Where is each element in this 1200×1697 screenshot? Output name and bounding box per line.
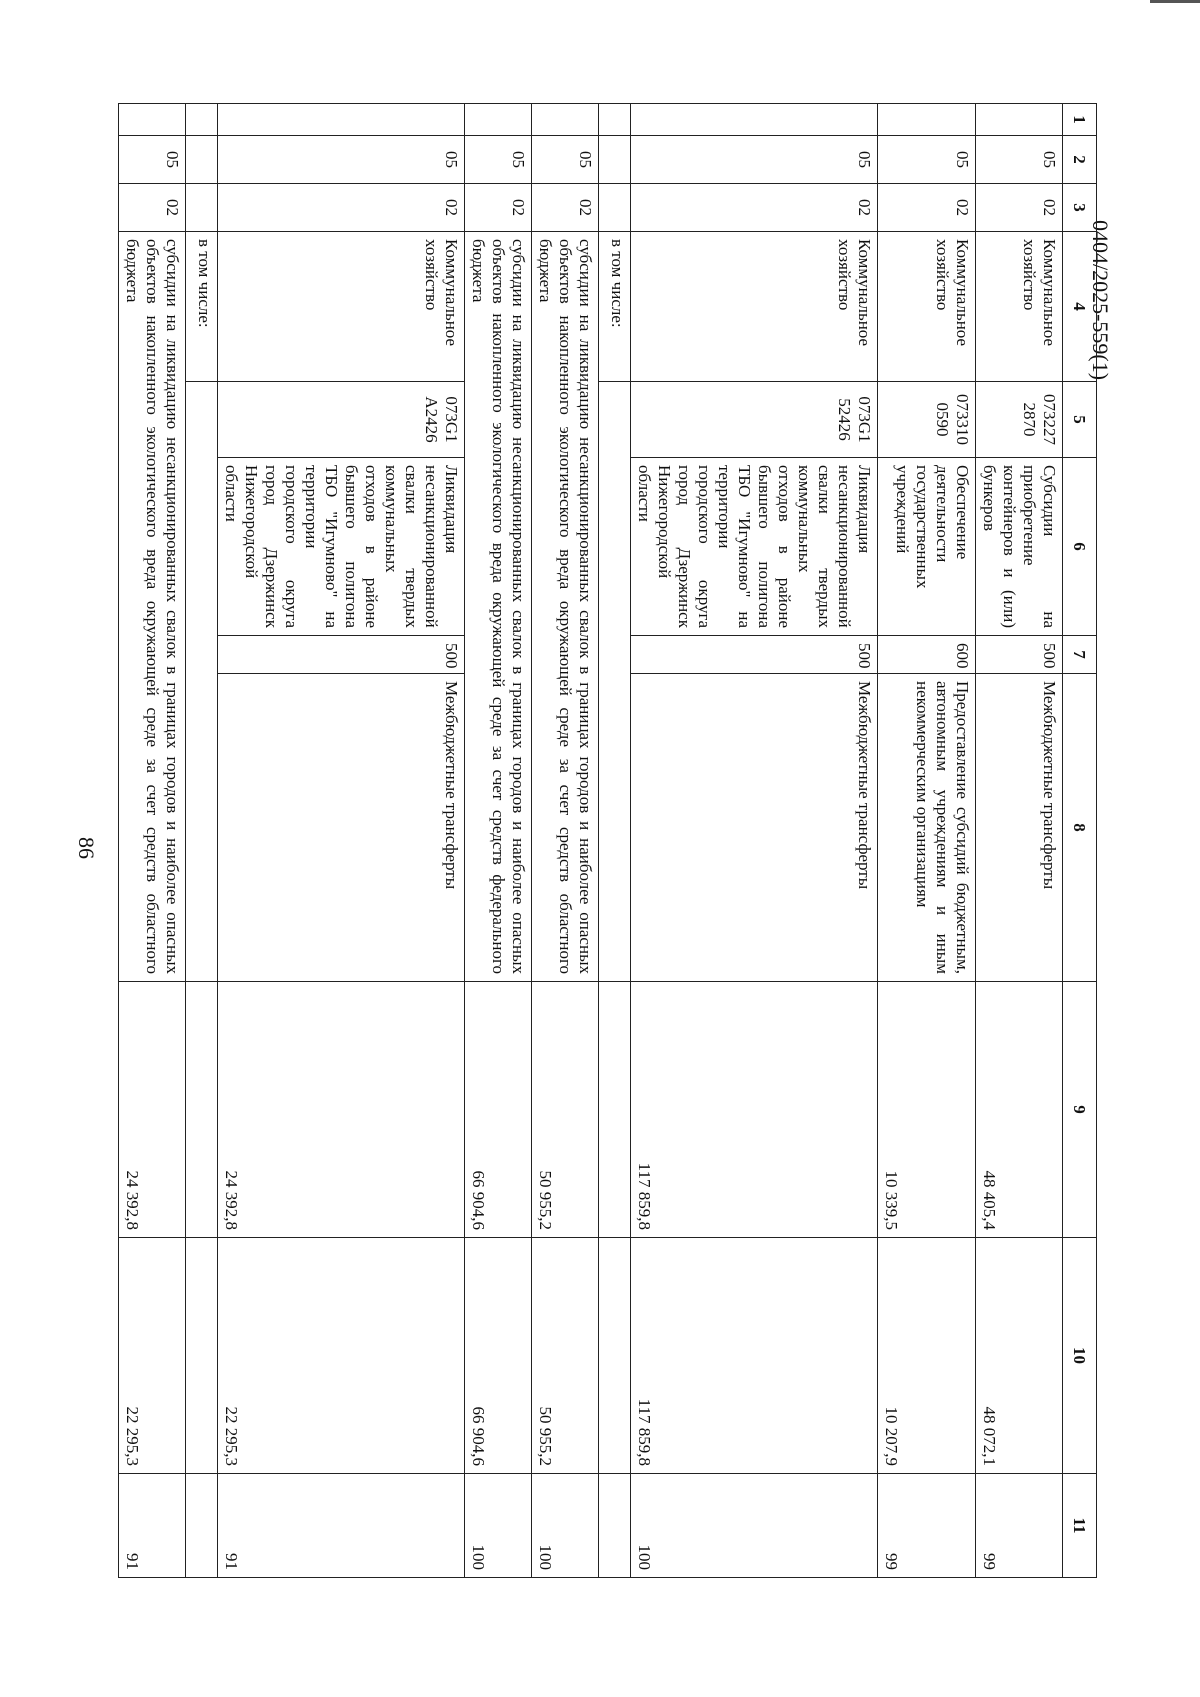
cell-section: 05 (465, 136, 532, 184)
cell-actual: 22 295,3 (119, 1238, 186, 1474)
col-header: 8 (1063, 674, 1097, 982)
cell-target: 073G1 52426 (631, 382, 878, 458)
col-header: 9 (1063, 982, 1097, 1238)
col-header: 2 (1063, 136, 1097, 184)
cell-plan: 48 405,4 (976, 982, 1063, 1238)
cell-actual: 50 955,2 (532, 1238, 599, 1474)
table-row (599, 104, 631, 1578)
cell-plan: 24 392,8 (218, 982, 465, 1238)
table-row (465, 104, 532, 1578)
cell-percent: 91 (119, 1474, 186, 1578)
cell-target-name: Субсидии на приобретение контейнеров и (или) бункеров (976, 458, 1063, 636)
cell-subsection: 02 (119, 184, 186, 232)
cell-section: 05 (532, 136, 599, 184)
col-header: 3 (1063, 184, 1097, 232)
cell-description: субсидии на ликвидацию несанкционированных свалок в границах городов и наиболее опасных объектов накопленного экологического вреда окружающей среде за счет средств областного бюджета (532, 232, 599, 982)
cell-section: 05 (218, 136, 465, 184)
cell-percent: 100 (532, 1474, 599, 1578)
cell-plan: 24 392,8 (119, 982, 186, 1238)
cell-actual: 66 904,6 (465, 1238, 532, 1474)
cell-plan: 117 859,8 (631, 982, 878, 1238)
cell-description: субсидии на ликвидацию несанкционированных свалок в границах городов и наиболее опасных объектов накопленного экологического вреда окружающей среде за счет средств областного бюджета (119, 232, 186, 982)
cell-percent: 100 (465, 1474, 532, 1578)
table-row (976, 104, 1063, 1578)
page-number: 86 (74, 837, 99, 859)
cell-target-name: Обеспечение деятельности государственных учреждений (878, 458, 976, 636)
cell-section: 05 (976, 136, 1063, 184)
table-row (631, 104, 878, 1578)
cell-actual: 48 072,1 (976, 1238, 1063, 1474)
cell-target-name: Ликвидация несанкционированной свалки твердых коммунальных отходов в районе бывшего полигона ТБО "Игумново" на территории городского округа город Дзержинск Нижегородской области (631, 458, 878, 636)
cell-name: Коммунальное хозяйство (631, 232, 878, 382)
cell-plan: 10 339,5 (878, 982, 976, 1238)
cell-expense-name: Межбюджетные трансферты (218, 674, 465, 982)
cell-label: в том числе: (186, 232, 218, 382)
cell-target: 073227 2870 (976, 382, 1063, 458)
cell-percent: 91 (218, 1474, 465, 1578)
cell-description: субсидии на ликвидацию несанкционированных свалок в границах городов и наиболее опасных объектов накопленного экологического вреда окружающей среде за счет средств федерального бюджета (465, 232, 532, 982)
cell-expense-name: Межбюджетные трансферты (976, 674, 1063, 982)
cell-percent: 99 (878, 1474, 976, 1578)
cell-subsection: 02 (631, 184, 878, 232)
col-header: 6 (1063, 458, 1097, 636)
col-header: 10 (1063, 1238, 1097, 1474)
cell-expense-name: Предоставление субсидий бюджетным, автономным учреждениям и иным некоммерческим организациям (878, 674, 976, 982)
cell-percent: 99 (976, 1474, 1063, 1578)
cell-section: 05 (631, 136, 878, 184)
col-header: 11 (1063, 1474, 1097, 1578)
table-row (119, 104, 186, 1578)
cell-section: 05 (119, 136, 186, 184)
table-row (532, 104, 599, 1578)
document-code: 0404/2025-559(1) (1088, 219, 1113, 381)
col-header: 7 (1063, 636, 1097, 674)
table-row (186, 104, 218, 1578)
cell-expense-type: 500 (976, 636, 1063, 674)
cell-name: Коммунальное хозяйство (878, 232, 976, 382)
scan-edge-mark (1150, 0, 1200, 3)
cell-name: Коммунальное хозяйство (976, 232, 1063, 382)
table-row (878, 104, 976, 1578)
cell-target: 073310 0590 (878, 382, 976, 458)
table-row (218, 104, 465, 1578)
cell-name: Коммунальное хозяйство (218, 232, 465, 382)
cell-subsection: 02 (976, 184, 1063, 232)
budget-table-rotated (123, 103, 1097, 1577)
budget-table (118, 103, 1097, 1578)
cell-subsection: 02 (465, 184, 532, 232)
cell-label: в том числе: (599, 232, 631, 382)
header-row (1063, 104, 1097, 1578)
cell-expense-type: 600 (878, 636, 976, 674)
cell-plan: 50 955,2 (532, 982, 599, 1238)
cell-plan: 66 904,6 (465, 982, 532, 1238)
cell-actual: 10 207,9 (878, 1238, 976, 1474)
cell-target: 073G1 A2426 (218, 382, 465, 458)
cell-target-name: Ликвидация несанкционированной свалки твердых коммунальных отходов в районе бывшего полигона ТБО "Игумново" на территории городского округа город Дзержинск Нижегородской области (218, 458, 465, 636)
cell-subsection: 02 (218, 184, 465, 232)
cell-expense-type: 500 (631, 636, 878, 674)
cell-actual: 117 859,8 (631, 1238, 878, 1474)
cell-expense-type: 500 (218, 636, 465, 674)
cell-percent: 100 (631, 1474, 878, 1578)
col-header: 4 (1063, 232, 1097, 382)
cell-subsection: 02 (878, 184, 976, 232)
col-header: 1 (1063, 104, 1097, 136)
cell-expense-name: Межбюджетные трансферты (631, 674, 878, 982)
cell-subsection: 02 (532, 184, 599, 232)
cell-section: 05 (878, 136, 976, 184)
col-header: 5 (1063, 382, 1097, 458)
cell-actual: 22 295,3 (218, 1238, 465, 1474)
